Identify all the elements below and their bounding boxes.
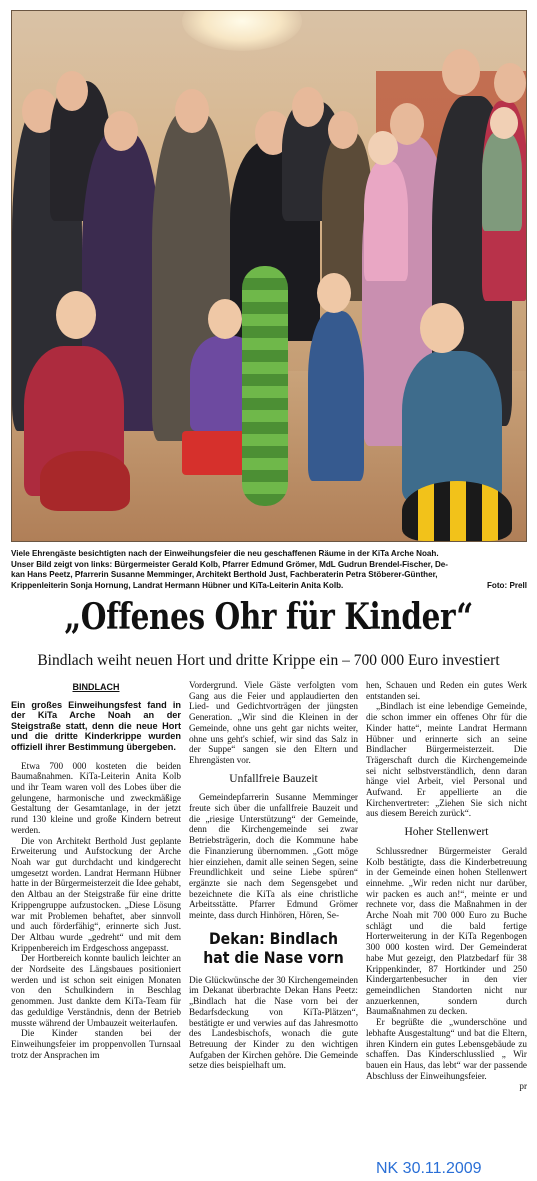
group-photo: [11, 10, 527, 542]
child-head: [208, 299, 242, 339]
source-stamp: NK 30.11.2009: [376, 1160, 482, 1177]
subheading: Hoher Stellenwert: [404, 826, 489, 839]
paragraph: Die von Architekt Berthold Just geplante Erweiterung und Aufstockung der Arche Noah war gut durchdacht und kindgerecht umgesetzt worden. Landrat Hermann Hübner hatte in der Bürgermeisterzeit die Idee gehabt, den Altbau an der Steigstraße für eine dritte Krippengruppe aufzustocken. „Diese Lösung war mit Problemen behaftet, aber sinnvoll und auch förderfähig“, erinnerte sich Just. Der Altbau wurde „gedreht“ und mit dem Krippenbereich im Erdgeschoss angepasst.: [11, 835, 181, 953]
paragraph: Die Kinder standen bei der Einweihungsfeier im proppenvollen Turnsaal trotz der Ansprachen im: [11, 1028, 181, 1060]
toddler-head: [368, 131, 398, 165]
child-figure: [308, 311, 364, 481]
caption-line: [11, 581, 527, 592]
ride-on-toy: [40, 451, 130, 511]
paragraph: Vordergrund. Viele Gäste verfolgten vom Gang aus die Feier und applaudierten den Lied- und Gedichtvorträgen der jüngsten Generation. „Wir sind die Kleinen in der Gemeinde, ohne uns geht gar nichts weiter, ohne uns geht's schief, wir sind das Salz in der Suppe“ sangen sie den Eltern und Ehrengästen vor.: [189, 680, 358, 765]
photo-credit: Foto: Prell: [486, 580, 527, 590]
caption-line: Viele Ehrengäste besichtigten nach der Einweihungsfeier die neu geschaffenen Räume in der KiTa Arche Noah.: [11, 549, 439, 558]
adult-head: [328, 111, 358, 149]
gift-box: [182, 431, 248, 475]
caption-line: Unser Bild zeigt von links: Bürgermeister Gerald Kolb, Pfarrer Edmund Grömer, MdL Gudrun Brendel-Fischer, De-: [11, 559, 448, 569]
article-lead: Ein großes Einweihungsfest fand in der KiTa Arche Noah an der Steigstraße statt, denn die neue Hort und die dritte Kinderkrippe wurden offiziell ihrer Bestimmung übergeben.: [11, 699, 181, 753]
paragraph: hen, Schauen und Reden ein gutes Werk entstanden sei.: [366, 680, 527, 701]
child-head: [420, 303, 464, 353]
author-signoff: pr: [519, 1081, 527, 1092]
adult-head: [442, 49, 480, 95]
subheading-large: Dekan: Bindlach hat die Nase vorn: [203, 928, 344, 967]
subheading: Unfallfreie Bauzeit: [229, 772, 318, 785]
child-head: [56, 291, 96, 339]
toddler-figure: [482, 131, 522, 231]
paragraph: „Bindlach ist eine lebendige Gemeinde, die schon immer ein offenes Ohr für die Kinder hatte“, meinte Landrat Hermann Hübner und erinnerte sich an seine Bindlacher Bürgermeisterzeit. Die Trägerschaft durch die Kirchengemeinde sei nicht selbstverständlich, denn daran hänge viel Arbeit, viel Personal und Aufwand. Er appellierte an die Kirchenvertreter: „Ziehen Sie sich nicht aus diesem Bereich zurück“.: [366, 701, 527, 819]
article-column-2: [189, 680, 358, 1071]
adult-head: [104, 111, 138, 151]
paragraph: Der Hortbereich konnte baulich leichter an der Nordseite des Längsbaues positioniert werden und ist schon seit einigen Monaten von den Schulkindern in Beschlag genommen. Just dankte dem KiTa-Team für das geduldige Verständnis, denn der Betrieb musste während der Umbauzeit weiterlaufen.: [11, 953, 181, 1028]
ride-on-bee-toy: [402, 481, 512, 541]
child-head: [317, 273, 351, 313]
ceiling-lamp: [182, 10, 302, 51]
paragraph: Er begrüßte die „wunderschöne und lebhafte Ausgestaltung“ und bat die Eltern, ihren Kindern ein gutes Lebensgebäude zu schaffen. Das Kinderschlusslied „ Wir bauen ein Haus, das lebt“ war der passende Abschluss der Einweihungsfeier.: [366, 1017, 527, 1081]
adult-head: [494, 63, 526, 103]
adult-head: [175, 89, 209, 133]
headline: „Offenes Ohr für Kinder“: [64, 596, 473, 638]
paragraph: Etwa 700 000 kosteten die beiden Baumaßnahmen. KiTa-Leiterin Anita Kolb und ihr Team waren voll des Lobes über die gelungene, harmonische und zweckmäßige Gestaltung der Gesamtanlage, in der jetzt rund 130 kleine und große Kindern betreut werden.: [11, 760, 181, 835]
toddler-head: [490, 107, 518, 139]
dateline: BINDLACH: [72, 682, 120, 692]
caption-line: kan Hans Peetz, Pfarrerin Susanne Memminger, Architekt Berthold Just, Fachberaterin Petra Stöberer-Günther,: [11, 570, 438, 580]
toddler-figure: [364, 161, 408, 281]
article-column-1: [11, 680, 181, 1060]
paragraph: Gemeindepfarrerin Susanne Memminger freute sich über die unfallfreie Bauzeit und die „riesige Unterstützung“ der Gemeinde, denn die Kirchengemeinde sei zwar Betriebsträgerin, doch die Kommune habe die Finanzierung übernommen. „Gott möge hier einziehen, damit alle seinen Segen, seine Freundlichkeit und seine Liebe spüren“ ergänzte sie nach dem Segensgebet und bezeichnete die KiTa als eine christliche Arbeitsstätte. Pfarrer Edmund Grömer meinte, dass durch Hinhören, Hören, Se-: [189, 792, 358, 921]
caption-line-text: Krippenleiterin Sonja Hornung, Landrat Hermann Hübner und KiTa-Leiterin Anita Kolb.: [11, 580, 344, 590]
paragraph: Die Glückwünsche der 30 Kirchengemeinden im Dekanat überbrachte Dekan Hans Peetz: „Bindlach hat die Nase vorn bei der Bedarfsdeckung von KiTa-Plätzen“, bestätigte er und verwies auf das Jahresmotto des Landesbischofs, wonach die gute Betreuung der Kinder zu den wichtigen Aufgaben der Kirchen gehöre. Die Gemeinde setze dies beispielhaft um.: [189, 974, 358, 1071]
subheadline: Bindlach weiht neuen Hort und dritte Krippe ein – 700 000 Euro investiert: [37, 652, 500, 669]
article-column-3: [366, 680, 527, 1092]
photo-caption: [11, 549, 527, 591]
paragraph: Schlussredner Bürgermeister Gerald Kolb bestätigte, dass die Kinderbetreuung in der Gemeinde einen hohen Stellenwert einnehme. „Wir reden nicht nur darüber, wir packen es auch an!“, meinte er und rechnete vor, dass die Maßnahmen in der Arche Noah mit 700 000 Euro zu Buche schlägt und die bald fertige Horterweiterung in der KiTa Regenbogen 300 000 kosten wird. Der Gemeinderat habe Mut gezeigt, den Platzbedarf für 38 Krippenkinder, 87 Hortkinder und 250 Kindergartenbesucher in den vier gemeindlichen Standorten nicht nur anzuerkennen, sondern durch Baumaßnahmen zu decken.: [366, 845, 527, 1017]
child-figure: [402, 351, 502, 501]
adult-head: [56, 71, 88, 111]
adult-head: [292, 87, 324, 127]
stuffed-caterpillar: [242, 266, 288, 506]
